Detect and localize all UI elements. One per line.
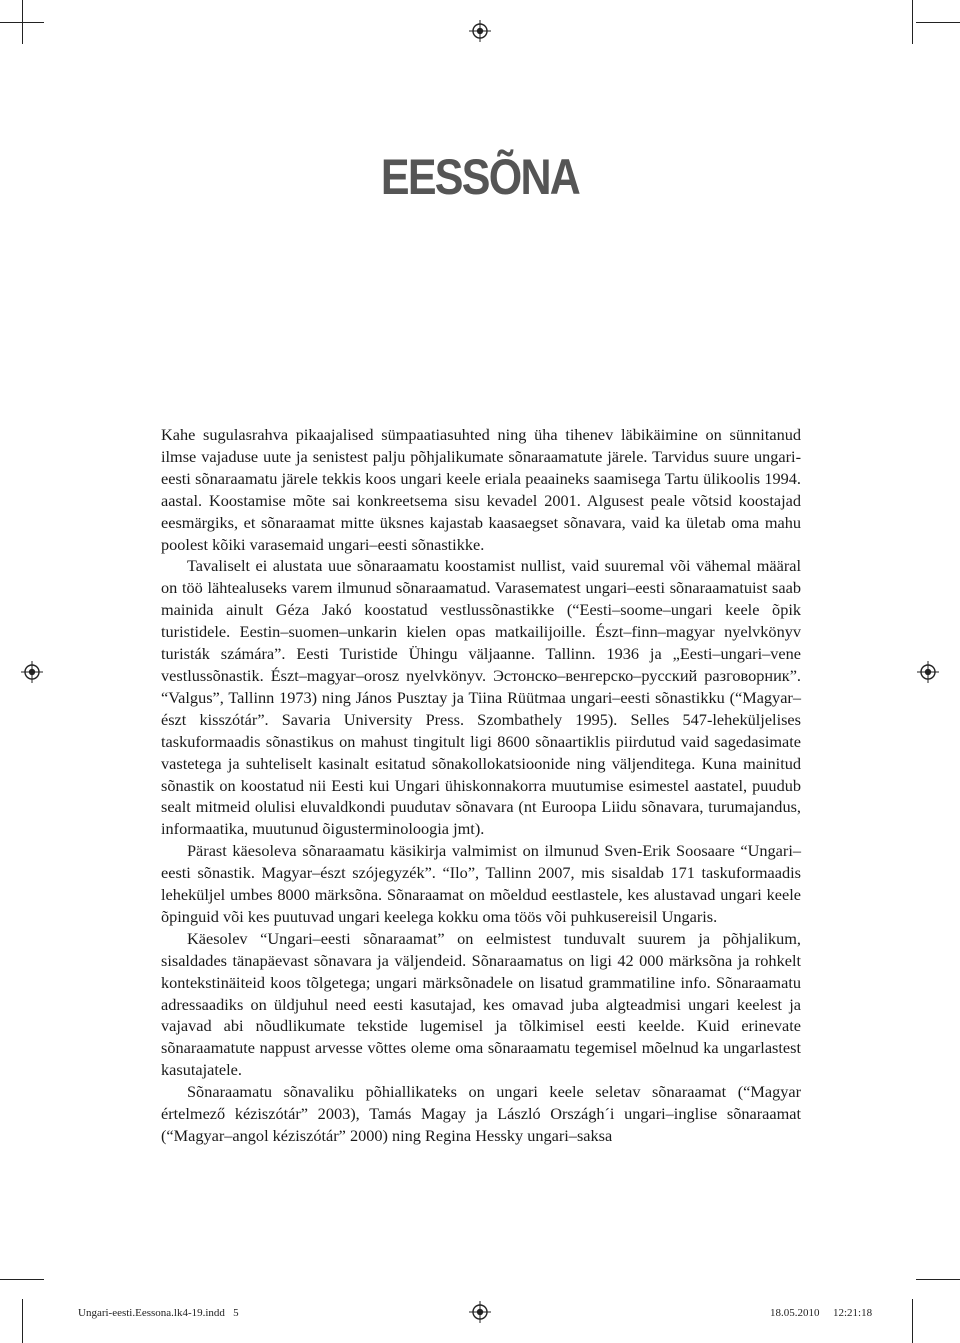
slug-date: 18.05.2010 (770, 1307, 820, 1319)
slug-time: 12:21:18 (833, 1307, 873, 1319)
registration-mark-right-icon (917, 661, 939, 683)
page-title: EESSÕNA (380, 149, 580, 205)
crop-mark-top-right (912, 0, 913, 44)
paragraph: Tavaliselt ei alustata uue sõnaraamatu koostamist nullist, vaid suuremal või vähemal määral on töö lähtealuseks varem ilmunud sõnaraamatud. Varasematest ungari–eesti sõnaraamatuist saab mainida ainult Géza Jakó koostatud vestlussõnastikke (“Eesti–soome–ungari keele õpik turistidele. Eestin–suomen–unkarin kielen opas matkailijoille. Észt–finn–magyar nyelvkönyv turisták számára”. Eesti Turistide Ühingu väljaanne. Tallinn. 1936 ja „Eesti–ungari–vene vestlussõnastik. Észt–magyar–orosz nyelvkönyv. Эстонско–венгерско–русский разговорник”. “Valgus”, Tallinn 1973) ning János Pusztay ja Tiina Rüütmaa ungari–eesti sõnastikku (“Magyar–észt kisszótár”. Savaria University Press. Szombathely 1995). Selles 547-leheküljelises taskuformaadis sõnastikus on mahust tingitult ligi 8600 sõnaartiklis piirdutud vaid sagedasimate vastetega ja suhteliselt kasinalt esitatud sõnakollokatsioonide ning väljenditega. Kuna mainitud sõnastik on koostatud nii Eesti kui Ungari ühiskonnakorra muutumise esimestel aastatel, puudub sealt mitmeid olulisi eluvaldkondi puudutav sõnavara (nt Euroopa Liidu sõnavara, turumajandus, informaatika, muutunud õigusterminoloogia jmt). (161, 556, 801, 839)
crop-mark-bottom-right-h (916, 1279, 960, 1280)
crop-mark-bottom-right (912, 1299, 913, 1343)
body-text (161, 424, 801, 1147)
paragraph: Sõnaraamatu sõnavaliku põhiallikateks on ungari keele seletav sõnaraamat (“Magyar értelmező kéziszótár” 2003), Tamás Magay ja László Országh´i ungari–inglise sõnaraamat (“Magyar–angol kéziszótár” 2000) ning Regina Hessky ungari–saksa (161, 1082, 801, 1145)
registration-mark-top-icon (469, 20, 491, 42)
crop-mark-top-left-h (0, 22, 44, 23)
crop-mark-bottom-left (22, 1299, 23, 1343)
registration-mark-left-icon (21, 661, 43, 683)
crop-mark-top-right-h (916, 22, 960, 23)
crop-mark-bottom-left-h (0, 1279, 44, 1280)
registration-mark-bottom-icon (469, 1301, 491, 1323)
paragraph: Pärast käesoleva sõnaraamatu käsikirja valmimist on ilmunud Sven-Erik Soosaare “Ungari–eesti sõnastik. Magyar–észt szójegyzék”. “Ilo”, Tallinn 2007, mis sisaldab 171 taskuformaadis leheküljel umbes 8000 märksõna. Sõnaraamat on mõeldud eestlastele, kes alustavad ungari keele õpinguid või kes puutuvad ungari keelega kokku oma töös või puhkusereisil Ungaris. (161, 841, 801, 926)
slug-filename: Ungari-eesti.Eessona.lk4-19.indd 5 (78, 1307, 239, 1319)
paragraph: Kahe sugulasrahva pikaajalised sümpaatiasuhted ning üha tihenev läbikäimine on sünnitanud ilmse vajaduse uute ja senistest palju põhjalikumate sõnaraamatute järele. Tarvidus suure ungari-eesti sõnaraamatu järele tekkis koos ungari keele eriala peaaineks saamisega Tartu ülikoolis 1994. aastal. Koostamise mõte sai konkreetsema sisu kevadel 2001. Algusest peale võtsid koostajad eesmärgiks, et sõnaraamat mitte üksnes kajastab kaasaegset sõnavara, vaid ka ületab oma mahu poolest kõiki varasemaid ungari–eesti sõnastikke. (161, 425, 801, 554)
paragraph: Käesolev “Ungari–eesti sõnaraamat” on eelmistest tunduvalt suurem ja põhjalikum, sisaldades tänapäevast sõnavara ja väljendeid. Sõnaraamatus on ligi 42 000 märksõna ja rohkelt kontekstinäiteid koos tõlgetega; ungari märksõnadele on lisatud grammatiline info. Sõnaraamatu adressaadiks on üldjuhul need eesti kasutajad, kes omavad juba algteadmisi ungari keelest ja vajavad abi nõudlikumate tekstide lugemisel ja tõlkimisel eesti keelde. Kuid erinevate sõnaraamatute nappust arvesse võttes oleme oma sõnaraamatu tegemisel mõelnud ka ungarlastest kasutajatele. (161, 928, 801, 1080)
